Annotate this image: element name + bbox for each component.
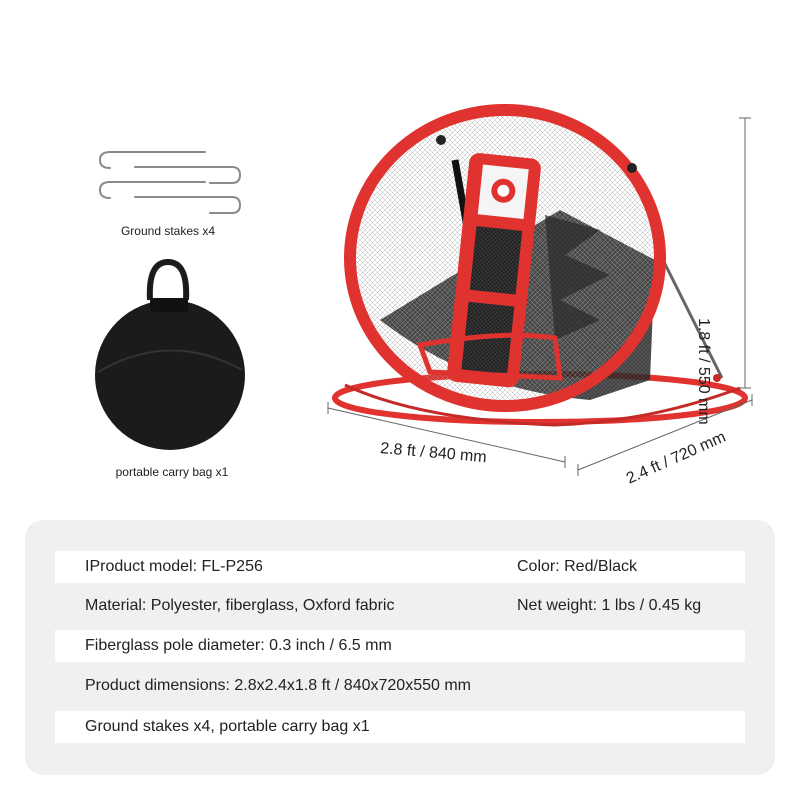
width-dimension-label: 2.8 ft / 840 mm xyxy=(379,440,488,467)
spec-dimensions: Product dimensions: 2.8x2.4x1.8 ft / 840x720x550 mm xyxy=(85,677,471,694)
spec-panel xyxy=(25,520,775,775)
spec-included: Ground stakes x4, portable carry bag x1 xyxy=(85,718,370,735)
spec-row xyxy=(55,711,745,743)
spec-pole-diameter: Fiberglass pole diameter: 0.3 inch / 6.5 mm xyxy=(85,637,392,654)
ground-stakes-icon xyxy=(100,152,240,213)
spec-color: Color: Red/Black xyxy=(517,558,638,575)
height-dimension-label: 1.8 ft / 550 mm xyxy=(695,318,712,425)
spec-material: Material: Polyester, fiberglass, Oxford fabric xyxy=(85,597,395,614)
spec-row xyxy=(55,670,745,702)
chipping-net-icon xyxy=(335,110,745,425)
depth-dimension-label: 2.4 ft / 720 mm xyxy=(624,428,729,488)
spec-row xyxy=(55,590,745,622)
spec-model: IProduct model: FL-P256 xyxy=(85,558,263,575)
bag-caption: portable carry bag x1 xyxy=(115,465,229,479)
spec-weight: Net weight: 1 lbs / 0.45 kg xyxy=(517,597,702,614)
stakes-caption: Ground stakes x4 xyxy=(120,224,216,238)
carry-bag-icon xyxy=(95,262,245,450)
spec-row xyxy=(55,551,745,583)
spec-row xyxy=(55,630,745,662)
